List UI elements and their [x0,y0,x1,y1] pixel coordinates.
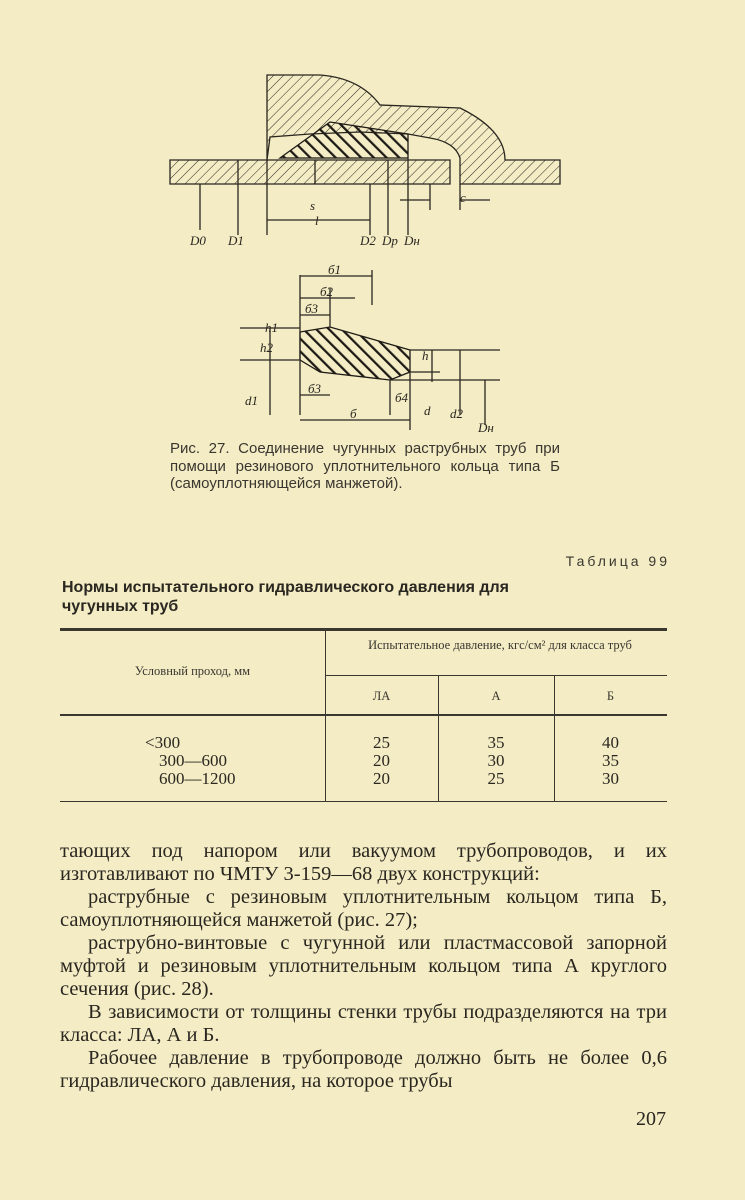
figure-labels [189,190,494,435]
header-diameter: Условный проход, мм [134,664,251,678]
table-cell: 600—1200 [159,769,236,788]
label-dp: Dp [382,233,398,248]
label-b: б [350,406,357,421]
label-d2: D2 [360,233,376,248]
table-title: Нормы испытательного гидравлического давления для чугунных труб [62,579,510,615]
header-mid-rule [325,675,667,676]
table-number: Таблица 99 [565,553,670,569]
table-cell: 300—600 [159,751,227,770]
paragraph: раструбно-винтовые с чугунной или пластмассовой запорной муфтой и резиновым уплотнительным кольцом типа А круглого сечения (рис. 28). [60,932,667,1000]
paragraph: Рабочее давление в трубопроводе должно быть не более 0,6 гидравлического давления, на которое трубы [60,1047,667,1092]
diameter-column [145,734,265,788]
label-b3-lower: б3 [308,381,322,396]
table-top-rule [60,628,667,631]
table-cell: 35 [487,733,505,752]
label-b3: б3 [305,301,319,316]
label-s: s [310,198,316,213]
table-cell: 25 [373,733,390,752]
table-cell: 30 [602,769,619,788]
label-d: d [424,403,431,418]
table-cell: 40 [602,733,619,752]
label-h2: h2 [260,340,273,355]
label-c: c [460,190,466,205]
label-l: l [315,213,319,228]
table-cell: 25 [487,769,505,788]
table-cell: 30 [487,751,505,770]
la-column [325,734,438,788]
table-cell: <300 [145,733,181,752]
a-column [438,734,554,788]
b-column [554,734,667,788]
label-d1-lower: d1 [245,393,258,408]
header-class-la: ЛА [372,689,391,703]
table-cell: 20 [373,751,390,770]
label-dn: Dн [404,233,420,248]
header-class-a: А [491,689,501,703]
figure-caption: Рис. 27. Соединение чугунных раструбных труб при помощи резинового уплотнительного кольца типа Б (самоуплотняющейся манжетой). [170,440,560,492]
pipe-joint-figure [160,60,580,440]
label-d2-lower: d2 [450,406,463,421]
label-h: h [422,348,429,363]
table-bottom-rule [60,801,667,802]
body-text [60,840,667,1093]
table-cell: 35 [602,751,619,770]
label-d0: D0 [190,233,206,248]
header-bottom-rule [60,714,667,716]
header-pressure: Испытательное давление, кгс/см² для класса труб [368,638,632,652]
label-b2: б2 [320,284,334,299]
label-b4: б4 [395,390,409,405]
paragraph: В зависимости от толщины стенки трубы подразделяются на три класса: ЛА, А и Б. [60,1001,667,1046]
label-dn-lower: Dн [478,420,494,435]
page-number: 207 [636,1108,666,1130]
paragraph: раструбные с резиновым уплотнительным кольцом типа Б, самоуплотняющейся манжетой (рис. 27); [60,886,667,931]
header-class-b: Б [606,689,615,703]
paragraph: тающих под напором или вакуумом трубопроводов, и их изготавливают по ЧМТУ 3-159—68 двух конструкций: [60,840,667,885]
socket-joint-drawing [170,75,560,235]
label-h1: h1 [265,320,278,335]
pressure-norms-table [60,628,667,803]
label-b1: б1 [328,262,342,277]
table-cell: 20 [373,769,390,788]
label-d1: D1 [228,233,244,248]
